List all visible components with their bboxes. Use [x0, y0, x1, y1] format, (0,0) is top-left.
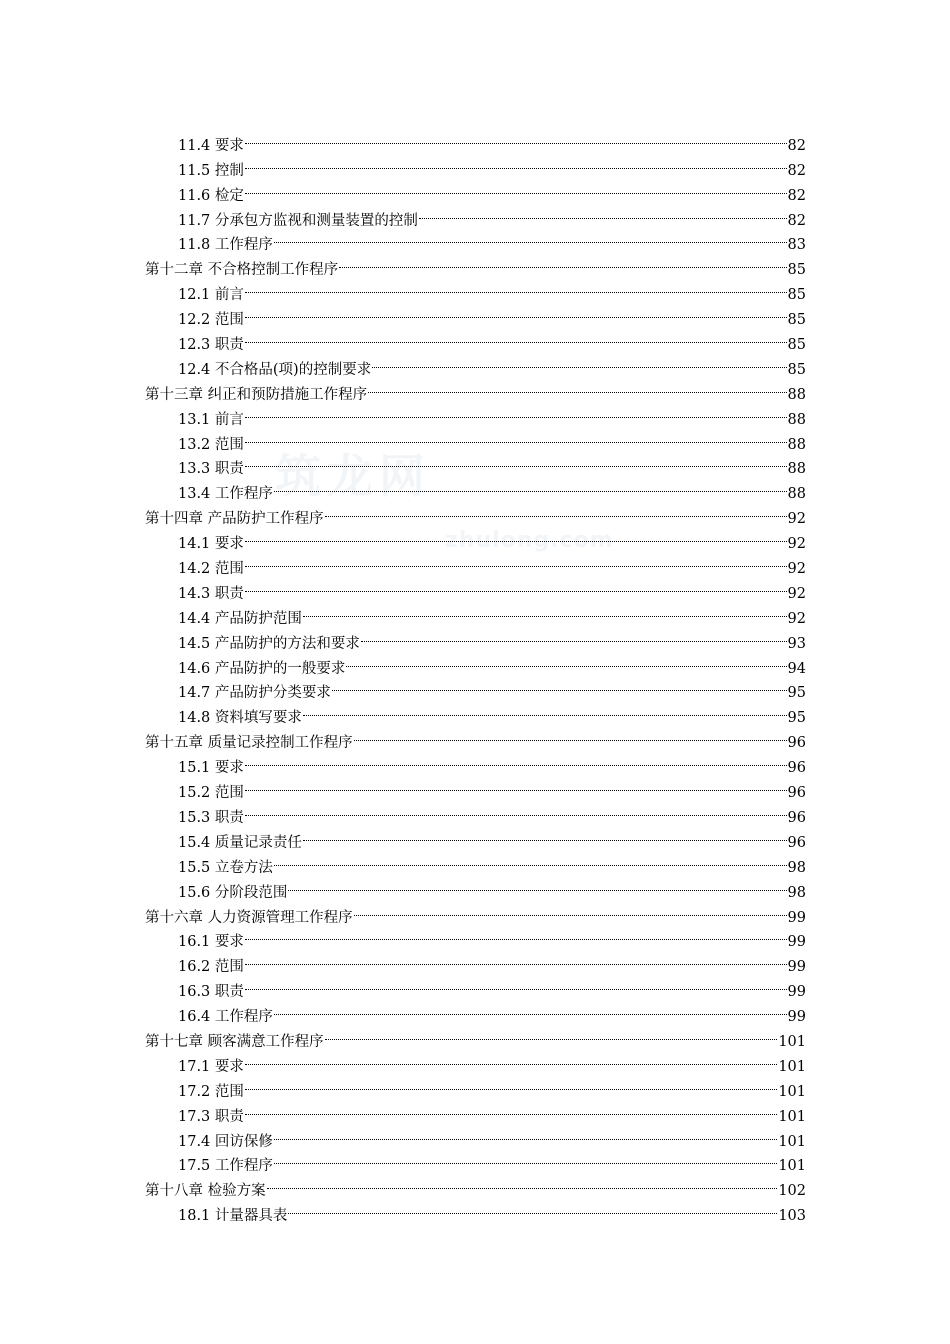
toc-entry-title: 第十四章 产品防护工作程序 — [145, 511, 324, 528]
toc-dot-leader — [245, 424, 787, 449]
watermark-domain-text: zhulong.com — [445, 528, 614, 553]
toc-page-number: 101 — [778, 1033, 806, 1050]
toc-section-entry[interactable] — [145, 349, 806, 378]
toc-dot-leader — [245, 747, 787, 772]
toc-entry-title: 18.1 计量器具表 — [178, 1208, 288, 1225]
toc-section-entry[interactable] — [145, 1096, 806, 1125]
toc-page-number: 96 — [787, 809, 806, 826]
toc-page-number: 85 — [787, 361, 806, 378]
toc-dot-leader — [245, 797, 787, 822]
toc-dot-leader — [267, 1170, 778, 1195]
toc-dot-leader — [245, 523, 787, 548]
toc-dot-leader — [245, 971, 787, 996]
toc-dot-leader — [274, 1121, 777, 1146]
toc-page-number: 82 — [787, 137, 806, 154]
toc-entry-title: 14.7 产品防护分类要求 — [178, 685, 331, 702]
toc-entry-title: 第十五章 质量记录控制工作程序 — [145, 735, 353, 752]
toc-page-number: 96 — [787, 760, 806, 777]
toc-page-number: 101 — [778, 1058, 806, 1075]
toc-dot-leader — [245, 1096, 777, 1121]
toc-entry-title: 16.1 要求 — [178, 934, 244, 951]
toc-section-entry[interactable] — [145, 150, 806, 179]
toc-page-number: 98 — [787, 884, 806, 901]
toc-dot-leader — [332, 673, 787, 698]
toc-dot-leader — [245, 548, 787, 573]
toc-entry-title: 14.5 产品防护的方法和要求 — [178, 635, 360, 652]
toc-section-entry[interactable] — [145, 299, 806, 329]
toc-entry-title: 第十七章 顾客满意工作程序 — [145, 1033, 324, 1050]
toc-entry-title: 17.1 要求 — [178, 1058, 244, 1075]
toc-page-number: 82 — [787, 212, 806, 229]
toc-entry-title: 11.7 分承包方监视和测量装置的控制 — [178, 212, 418, 229]
toc-dot-leader — [303, 697, 787, 722]
toc-page-number: 85 — [787, 287, 806, 304]
toc-dot-leader — [245, 772, 787, 797]
toc-dot-leader — [274, 225, 787, 250]
toc-section-entry[interactable] — [145, 548, 806, 578]
toc-entry-title: 13.2 范围 — [178, 436, 244, 453]
toc-entry-title: 14.2 范围 — [178, 561, 244, 578]
toc-dot-leader — [325, 1021, 778, 1046]
toc-section-entry[interactable] — [145, 125, 806, 154]
watermark-logo-text: 筑龙网 — [275, 449, 431, 503]
toc-page-number: 101 — [778, 1108, 806, 1125]
toc-page-number: 101 — [778, 1083, 806, 1100]
toc-dot-leader — [245, 946, 787, 971]
toc-page-number: 82 — [787, 162, 806, 179]
toc-dot-leader — [361, 623, 787, 648]
toc-section-entry[interactable] — [145, 175, 806, 204]
toc-dot-leader — [245, 449, 787, 474]
toc-section-entry[interactable] — [145, 274, 806, 304]
toc-dot-leader — [288, 872, 786, 897]
toc-page-number: 92 — [787, 561, 806, 578]
toc-page-number: 96 — [787, 834, 806, 851]
toc-entry-title: 17.5 工作程序 — [178, 1158, 273, 1175]
toc-page-number: 82 — [787, 187, 806, 204]
toc-page-number: 93 — [787, 635, 806, 652]
toc-section-entry[interactable] — [145, 399, 806, 428]
toc-dot-leader — [274, 1146, 777, 1171]
toc-dot-leader — [274, 473, 787, 498]
toc-entry-title: 14.8 资料填写要求 — [178, 710, 302, 727]
toc-section-entry[interactable] — [145, 424, 806, 453]
toc-dot-leader — [245, 175, 787, 200]
toc-entry-title: 14.6 产品防护的一般要求 — [178, 660, 346, 677]
toc-entry-title: 15.1 要求 — [178, 760, 244, 777]
toc-entry-title: 14.1 要求 — [178, 536, 244, 553]
toc-dot-leader — [245, 1046, 777, 1071]
toc-section-entry[interactable] — [145, 573, 806, 602]
toc-dot-leader — [245, 299, 787, 324]
toc-dot-leader — [245, 399, 787, 424]
toc-page-number: 92 — [787, 610, 806, 627]
toc-section-entry[interactable] — [145, 598, 806, 627]
toc-dot-leader — [354, 897, 787, 922]
toc-page-number: 95 — [787, 685, 806, 702]
toc-entry-title: 13.3 职责 — [178, 461, 244, 478]
toc-page-number: 88 — [787, 386, 806, 403]
toc-page-number: 99 — [787, 909, 806, 926]
toc-dot-leader — [274, 996, 787, 1021]
toc-page-number: 92 — [787, 536, 806, 553]
toc-dot-leader — [325, 498, 787, 523]
toc-dot-leader — [372, 349, 786, 374]
toc-section-entry[interactable] — [145, 324, 806, 354]
toc-section-entry[interactable] — [145, 1071, 806, 1100]
toc-page-number: 88 — [787, 411, 806, 428]
toc-entry-title: 12.1 前言 — [178, 287, 244, 304]
toc-section-entry[interactable] — [145, 922, 806, 951]
toc-entry-title: 17.3 职责 — [178, 1108, 244, 1125]
toc-dot-leader — [346, 648, 786, 673]
toc-entry-title: 16.4 工作程序 — [178, 1009, 273, 1026]
toc-section-entry[interactable] — [145, 772, 806, 802]
toc-page-number: 83 — [787, 237, 806, 254]
toc-dot-leader — [303, 822, 787, 847]
toc-page-number: 99 — [787, 959, 806, 976]
toc-dot-leader — [354, 722, 787, 747]
toc-entry-title: 11.4 要求 — [178, 137, 244, 154]
toc-page-number: 102 — [778, 1183, 806, 1200]
toc-dot-leader — [245, 324, 787, 349]
toc-dot-leader — [303, 598, 787, 623]
toc-entry-title: 15.2 范围 — [178, 785, 244, 802]
toc-dot-leader — [368, 374, 786, 399]
toc-entry-title: 第十八章 检验方案 — [145, 1183, 266, 1200]
toc-entry-title: 第十二章 不合格控制工作程序 — [145, 262, 339, 279]
toc-page-number: 98 — [787, 859, 806, 876]
toc-dot-leader — [274, 847, 787, 872]
toc-entry-title: 16.3 职责 — [178, 984, 244, 1001]
toc-page-number: 101 — [778, 1158, 806, 1175]
toc-entry-title: 第十三章 纠正和预防措施工作程序 — [145, 386, 368, 403]
toc-page-number: 99 — [787, 934, 806, 951]
toc-dot-leader — [245, 274, 787, 299]
toc-section-entry[interactable] — [145, 747, 806, 777]
toc-page-number: 85 — [787, 337, 806, 354]
toc-section-entry[interactable] — [145, 822, 806, 851]
toc-section-entry[interactable] — [145, 1046, 806, 1075]
toc-section-entry[interactable] — [145, 971, 806, 1001]
toc-page-number: 96 — [787, 735, 806, 752]
toc-dot-leader — [245, 125, 787, 150]
toc-entry-title: 16.2 范围 — [178, 959, 244, 976]
toc-page-number: 88 — [787, 436, 806, 453]
toc-section-entry[interactable] — [145, 200, 806, 229]
toc-entry-title: 14.3 职责 — [178, 585, 244, 602]
toc-entry-title: 11.8 工作程序 — [178, 237, 273, 254]
toc-page-number: 94 — [787, 660, 806, 677]
toc-entry-title: 12.3 职责 — [178, 337, 244, 354]
toc-page-number: 99 — [787, 1009, 806, 1026]
toc-entry-title: 15.4 质量记录责任 — [178, 834, 302, 851]
toc-dot-leader — [245, 573, 787, 598]
toc-dot-leader — [245, 1071, 777, 1096]
toc-entry-title: 17.2 范围 — [178, 1083, 244, 1100]
toc-page-number: 99 — [787, 984, 806, 1001]
toc-page-number: 88 — [787, 461, 806, 478]
toc-page-number: 88 — [787, 486, 806, 503]
toc-dot-leader — [339, 249, 786, 274]
toc-entry-title: 13.4 工作程序 — [178, 486, 273, 503]
toc-page-number: 85 — [787, 312, 806, 329]
toc-page-number: 92 — [787, 511, 806, 528]
toc-section-entry[interactable] — [145, 1121, 806, 1150]
toc-entry-title: 13.1 前言 — [178, 411, 244, 428]
table-of-contents — [145, 125, 806, 1225]
toc-page-number: 101 — [778, 1133, 806, 1150]
toc-section-entry[interactable] — [145, 946, 806, 976]
toc-entry-title: 14.4 产品防护范围 — [178, 610, 302, 627]
toc-dot-leader — [245, 922, 787, 947]
toc-entry-title: 11.6 检定 — [178, 187, 244, 204]
toc-entry-title: 12.2 范围 — [178, 312, 244, 329]
toc-section-entry[interactable] — [145, 996, 806, 1026]
toc-entry-title: 15.3 职责 — [178, 809, 244, 826]
toc-entry-title: 17.4 回访保修 — [178, 1133, 273, 1150]
toc-dot-leader — [245, 150, 787, 175]
toc-page-number: 85 — [787, 262, 806, 279]
toc-page-number: 96 — [787, 785, 806, 802]
toc-entry-title: 15.6 分阶段范围 — [178, 884, 288, 901]
toc-entry-title: 第十六章 人力资源管理工作程序 — [145, 909, 353, 926]
toc-entry-title: 12.4 不合格品(项)的控制要求 — [178, 361, 372, 378]
toc-section-entry[interactable] — [145, 523, 806, 553]
toc-dot-leader — [288, 1195, 777, 1220]
toc-entry-title: 11.5 控制 — [178, 162, 244, 179]
toc-section-entry[interactable] — [145, 797, 806, 826]
toc-entry-title: 15.5 立卷方法 — [178, 859, 273, 876]
toc-page-number: 95 — [787, 710, 806, 727]
toc-page-number: 103 — [778, 1208, 806, 1225]
toc-page-number: 92 — [787, 585, 806, 602]
toc-dot-leader — [419, 200, 787, 225]
